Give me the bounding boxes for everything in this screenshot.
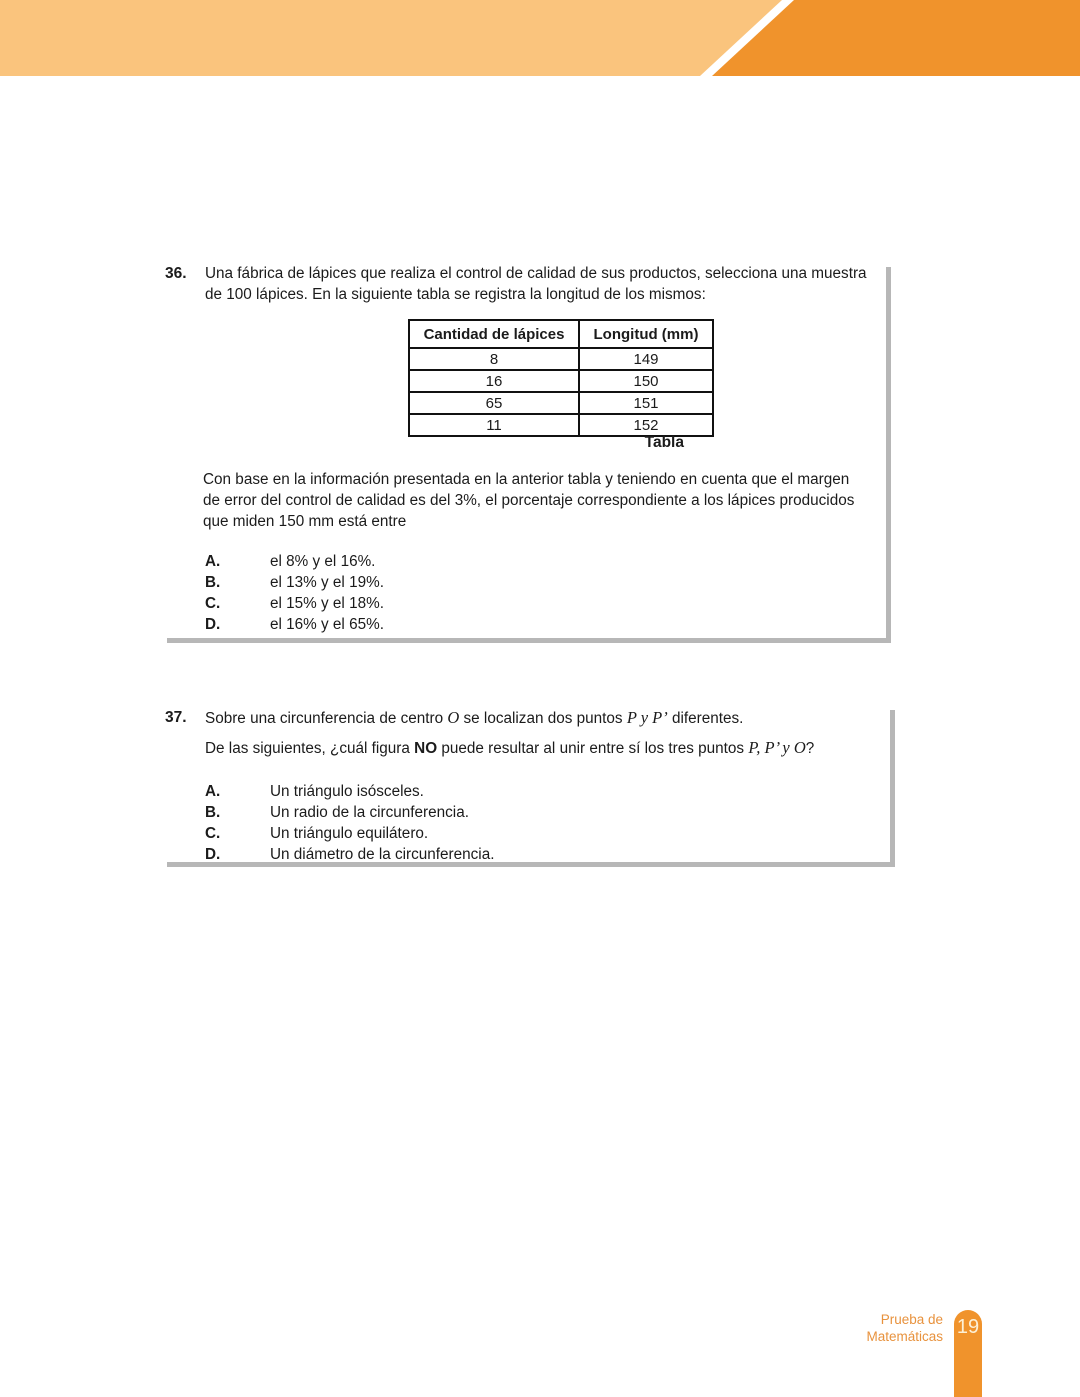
question-36-intro-line-2: de 100 lápices. En la siguiente tabla se registra la longitud de los mismos: bbox=[205, 286, 706, 303]
option-text: Un diámetro de la circunferencia. bbox=[270, 846, 495, 863]
table-cell: 16 bbox=[409, 370, 579, 392]
question-37-question bbox=[205, 737, 814, 759]
option-36-a bbox=[205, 551, 384, 572]
table-caption: Tabla bbox=[644, 434, 684, 451]
intro-text: diferentes. bbox=[667, 710, 744, 727]
option-36-c bbox=[205, 593, 384, 614]
table-row bbox=[409, 348, 713, 370]
table-header-quantity: Cantidad de lápices bbox=[409, 320, 579, 348]
option-37-d bbox=[205, 844, 494, 865]
question-text: puede resultar al unir entre sí los tres puntos bbox=[437, 740, 749, 757]
option-36-d bbox=[205, 614, 384, 635]
question-36-number: 36. bbox=[165, 265, 187, 282]
footer-label-line-1: Prueba de bbox=[880, 1312, 943, 1327]
math-points-P-Pprime-O: P, P’ y O bbox=[748, 738, 806, 757]
option-37-a bbox=[205, 781, 494, 802]
question-37-block bbox=[162, 705, 890, 862]
option-37-b bbox=[205, 802, 494, 823]
question-emphasis-no: NO bbox=[414, 740, 438, 757]
question-36-body-line-3: que miden 150 mm está entre bbox=[203, 513, 407, 530]
question-36-intro bbox=[205, 263, 867, 305]
option-letter: A. bbox=[205, 553, 221, 570]
option-letter: D. bbox=[205, 616, 221, 633]
table-row bbox=[409, 414, 713, 436]
question-37-options bbox=[205, 781, 494, 865]
footer-test-label bbox=[866, 1311, 943, 1345]
question-36-body-line-1: Con base en la información presentada en la anterior tabla y teniendo en cuenta que el margen bbox=[203, 471, 850, 488]
option-letter: D. bbox=[205, 846, 221, 863]
table-cell: 149 bbox=[579, 348, 713, 370]
option-text: Un triángulo isósceles. bbox=[270, 783, 424, 800]
table-header-row bbox=[409, 320, 713, 348]
option-text: Un triángulo equilátero. bbox=[270, 825, 429, 842]
question-37-number: 37. bbox=[165, 709, 187, 726]
option-37-c bbox=[205, 823, 494, 844]
option-letter: C. bbox=[205, 595, 221, 612]
table-cell: 11 bbox=[409, 414, 579, 436]
option-letter: C. bbox=[205, 825, 221, 842]
option-text: Un radio de la circunferencia. bbox=[270, 804, 469, 821]
option-letter: B. bbox=[205, 804, 221, 821]
question-36-intro-line-1: Una fábrica de lápices que realiza el control de calidad de sus productos, selecciona una muestra bbox=[205, 265, 867, 282]
page-number: 19 bbox=[956, 1316, 980, 1338]
question-37-intro bbox=[205, 707, 743, 729]
question-36-body bbox=[203, 469, 854, 532]
math-point-O: O bbox=[447, 708, 460, 727]
question-text: De las siguientes, ¿cuál figura bbox=[205, 740, 415, 757]
option-36-b bbox=[205, 572, 384, 593]
table-cell: 151 bbox=[579, 392, 713, 414]
option-text: el 16% y el 65%. bbox=[270, 616, 384, 633]
question-text: ? bbox=[805, 740, 815, 757]
option-text: el 8% y el 16%. bbox=[270, 553, 376, 570]
table-header-length: Longitud (mm) bbox=[579, 320, 713, 348]
footer-label-line-2: Matemáticas bbox=[866, 1329, 943, 1344]
option-letter: A. bbox=[205, 783, 221, 800]
pencil-length-table bbox=[408, 319, 714, 437]
table-row bbox=[409, 370, 713, 392]
math-points-P-Pprime: P y P’ bbox=[626, 708, 668, 727]
option-text: el 15% y el 18%. bbox=[270, 595, 384, 612]
question-36-block bbox=[162, 262, 886, 638]
intro-text: Sobre una circunferencia de centro bbox=[205, 710, 448, 727]
page-number-tab bbox=[954, 1310, 982, 1397]
header-band bbox=[0, 0, 1080, 76]
option-letter: B. bbox=[205, 574, 221, 591]
table-row bbox=[409, 392, 713, 414]
table-cell: 8 bbox=[409, 348, 579, 370]
table-cell: 152 bbox=[579, 414, 713, 436]
intro-text: se localizan dos puntos bbox=[459, 710, 627, 727]
table-cell: 65 bbox=[409, 392, 579, 414]
question-36-options bbox=[205, 551, 384, 635]
option-text: el 13% y el 19%. bbox=[270, 574, 384, 591]
question-36-body-line-2: de error del control de calidad es del 3%, el porcentaje correspondiente a los lápices producidos bbox=[203, 492, 855, 509]
table-cell: 150 bbox=[579, 370, 713, 392]
